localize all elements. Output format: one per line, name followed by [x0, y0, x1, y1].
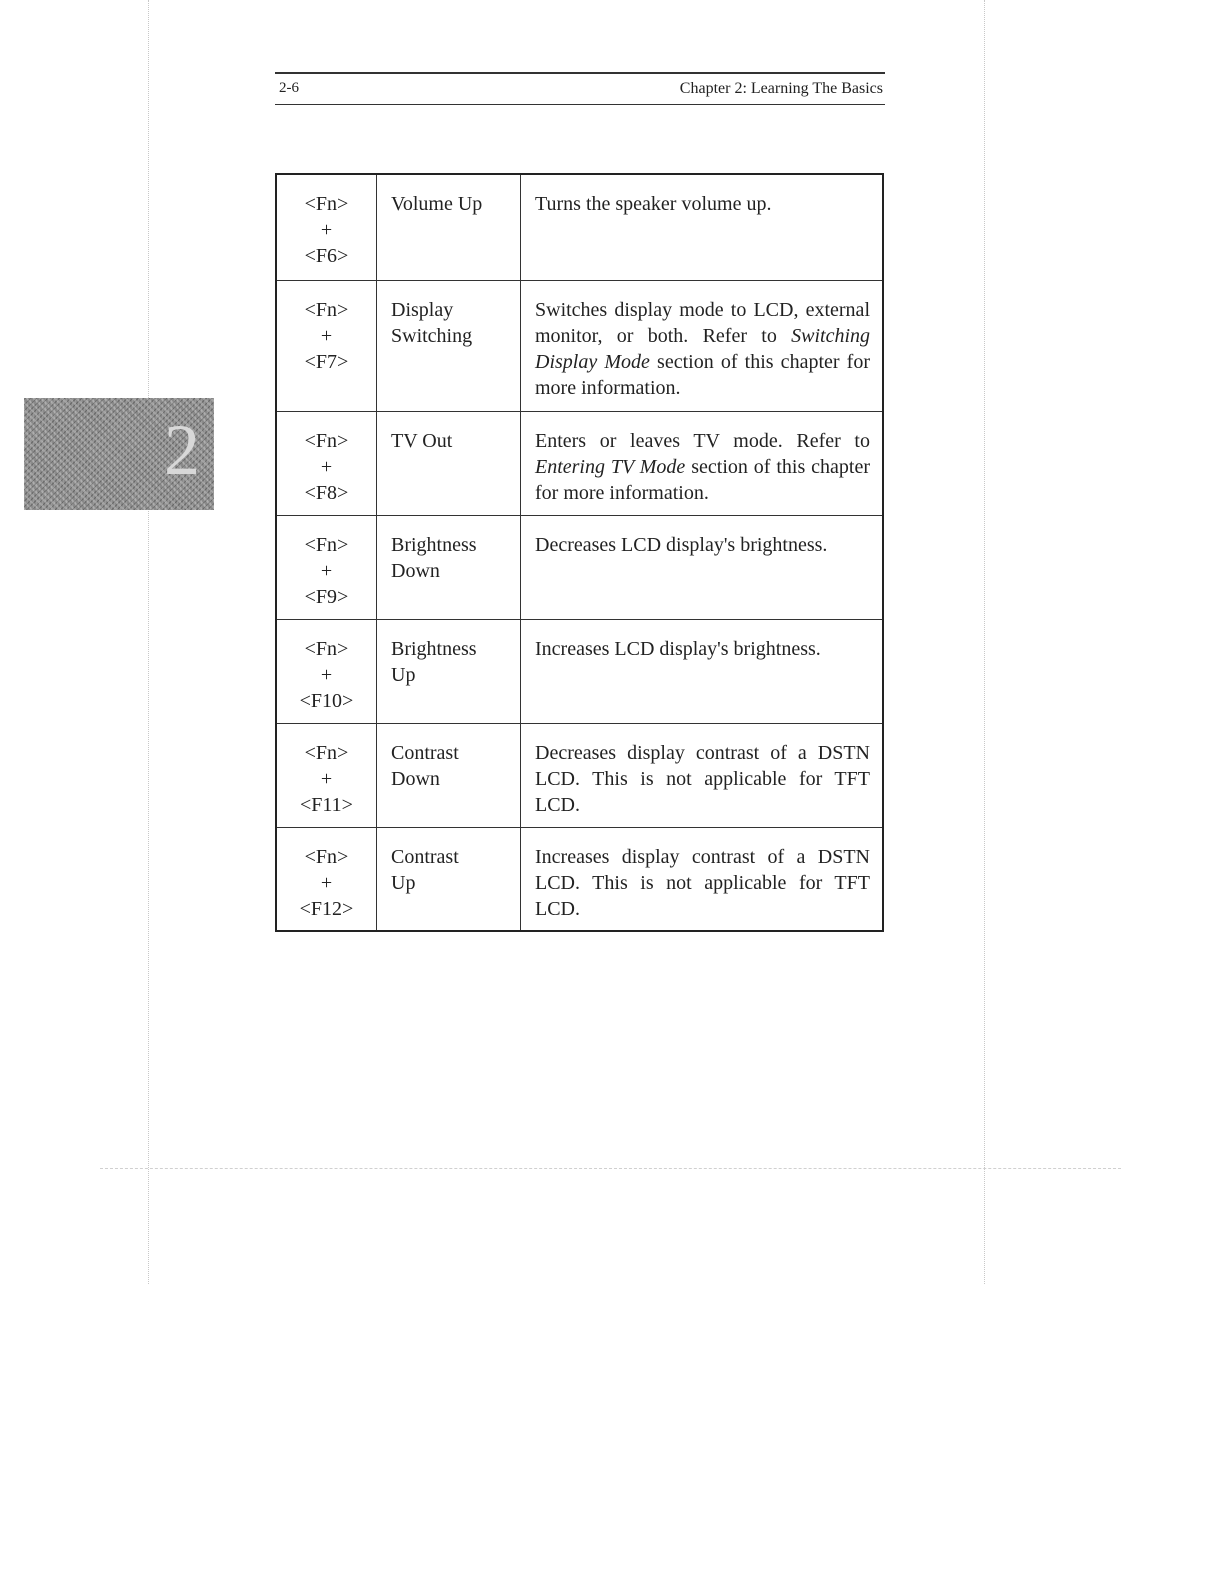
function-name-cell: [377, 827, 521, 931]
description-text: Decreases display contrast of a DSTN LCD. This is not applicable for TFT LCD.: [535, 741, 870, 816]
description-cell: [521, 827, 884, 931]
description-text: Increases LCD display's brightness.: [535, 637, 821, 660]
description-text: Increases display contrast of a DSTN LCD. This is not applicable for TFT LCD.: [535, 845, 870, 920]
description-cell: [521, 411, 884, 515]
function-name-line1: Brightness: [391, 637, 477, 660]
function-name-cell: [377, 723, 521, 827]
key-plus: +: [320, 663, 333, 686]
key-fn: <Fn>: [304, 741, 349, 764]
function-name-line1: Volume Up: [391, 193, 483, 215]
chapter-tab-number: 2: [164, 410, 200, 490]
description-cell: [521, 723, 884, 827]
key-combo-cell: [276, 515, 377, 619]
description-cell: [521, 174, 884, 280]
function-key-table: [275, 173, 884, 932]
function-name-line2: Up: [391, 663, 416, 686]
description-reference: Switching Display Mode: [535, 324, 870, 373]
function-name-cell: [377, 411, 521, 515]
scan-margin-line-right: [984, 0, 985, 1284]
function-name-line2: Down: [391, 559, 440, 582]
chapter-tab: [24, 398, 214, 510]
key-fn: <Fn>: [304, 845, 349, 868]
table-row: [276, 619, 883, 723]
description-cell: [521, 619, 884, 723]
page-number: 2-6: [279, 80, 299, 96]
key-function: <F7>: [304, 350, 349, 373]
description-reference: Entering TV Mode: [535, 455, 686, 478]
key-combo-cell: [276, 411, 377, 515]
function-name-line1: Brightness: [391, 533, 477, 556]
description-text: Decreases LCD display's brightness.: [535, 533, 828, 556]
function-name-cell: [377, 280, 521, 411]
function-name-cell: [377, 515, 521, 619]
function-name-line2: Down: [391, 767, 440, 790]
key-combo-cell: [276, 280, 377, 411]
key-combo-cell: [276, 723, 377, 827]
function-name-line1: Contrast: [391, 741, 459, 764]
table-row: [276, 723, 883, 827]
key-fn: <Fn>: [304, 637, 349, 660]
description-cell: [521, 515, 884, 619]
description-text-tail: section of this chapter for more information.: [535, 455, 870, 504]
function-name-cell: [377, 619, 521, 723]
key-plus: +: [320, 767, 333, 790]
function-name-line2: Up: [391, 871, 416, 894]
function-name-cell: [377, 174, 521, 280]
table-row: [276, 515, 883, 619]
function-name-line1: TV Out: [391, 429, 453, 452]
key-function: <F6>: [304, 245, 349, 267]
key-fn: <Fn>: [304, 193, 349, 215]
function-name-line2: Switching: [391, 324, 473, 347]
key-plus: +: [320, 455, 333, 478]
function-name-line1: Contrast: [391, 845, 459, 868]
key-plus: +: [320, 324, 333, 347]
key-function: <F9>: [304, 585, 349, 608]
key-function: <F10>: [299, 689, 354, 712]
description-cell: [521, 280, 884, 411]
chapter-title: Chapter 2: Learning The Basics: [679, 80, 883, 97]
table-row: [276, 827, 883, 931]
key-fn: <Fn>: [304, 429, 349, 452]
table-row: [276, 174, 883, 280]
key-plus: +: [320, 219, 333, 241]
key-function: <F8>: [304, 481, 349, 504]
scan-margin-line-left: [148, 0, 149, 1284]
function-name-line1: Display: [391, 298, 454, 321]
key-plus: +: [320, 871, 333, 894]
page-header: [275, 72, 885, 105]
key-fn: <Fn>: [304, 298, 349, 321]
key-combo-cell: [276, 174, 377, 280]
description-text-tail: section of this chapter for more information.: [535, 350, 870, 399]
table-row: [276, 411, 883, 515]
key-plus: +: [320, 559, 333, 582]
key-function: <F12>: [299, 897, 354, 920]
key-function: <F11>: [300, 793, 353, 816]
description-text: Enters or leaves TV mode. Refer to: [535, 429, 870, 452]
key-combo-cell: [276, 827, 377, 931]
description-text: Turns the speaker volume up.: [535, 193, 772, 215]
table-row: [276, 280, 883, 411]
key-combo-cell: [276, 619, 377, 723]
key-fn: <Fn>: [304, 533, 349, 556]
description-text: Switches display mode to LCD, external monitor, or both. Refer to: [535, 298, 870, 347]
scan-horizontal-line: [100, 1168, 1121, 1169]
